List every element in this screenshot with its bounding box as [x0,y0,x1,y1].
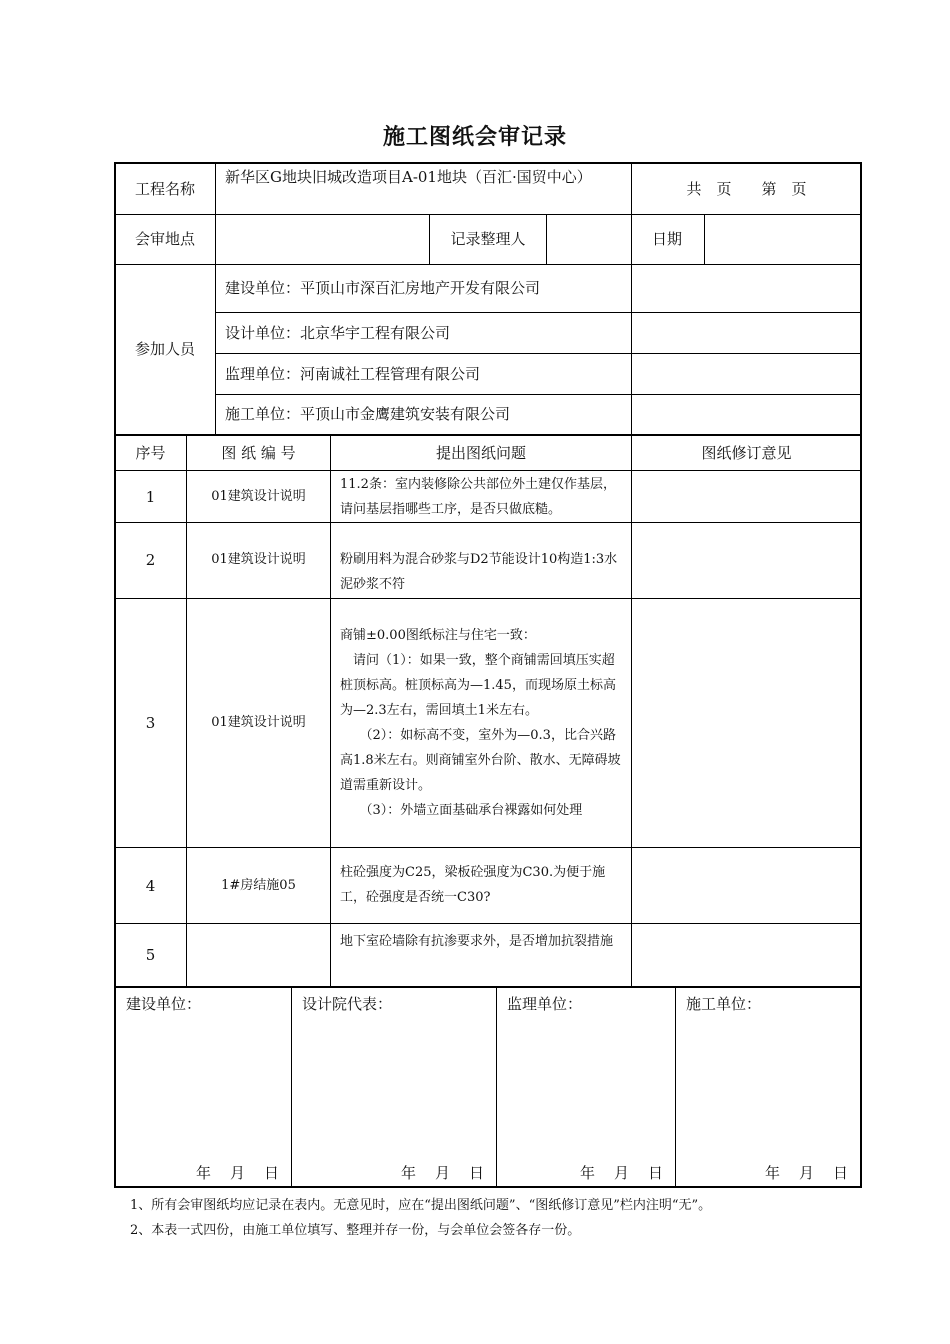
column-header-issue: 提出图纸问题 [435,444,526,462]
column-divider [215,163,216,435]
signature-date: 年 月 日 [195,1164,281,1182]
column-divider [546,214,547,265]
location-label: 会审地点 [134,230,195,248]
right-border [860,988,862,1188]
row-divider [115,264,861,265]
signature-label: 设计院代表： [302,995,393,1013]
row-number: 1 [145,488,156,506]
signature-label: 施工单位： [686,995,762,1013]
footnote: 2、本表一式四份，由施工单位填写、整理并存一份，与会单位会签各存一份。 [130,1223,581,1238]
signature-date: 年 月 日 [579,1164,665,1182]
issue-text: （2）：如标高不变，室外为—0.3，比合兴路高1.8米左右。则商铺室外台阶、散水、无障碍坡道需重新设计。 [340,728,621,793]
signature-label: 监理单位： [507,995,583,1013]
signature-contractor-unit [676,989,860,1187]
signature-supervision-unit [497,989,675,1187]
row-divider [215,312,861,313]
row-divider [115,847,861,848]
issue-text: 请问（1）：如果一致，整个商铺需回填压实超桩顶标高。桩顶标高为—1.45，而现场原土标高为—2.3左右，需回填土1米左右。 [340,653,616,718]
signature-design-representative [292,989,496,1187]
participant-contractor-unit: 施工单位：平顶山市金鹰建筑安装有限公司 [225,405,511,423]
date-label: 日期 [652,230,683,248]
row-divider [115,214,861,215]
signature-date: 年 月 日 [764,1164,850,1182]
column-divider [631,214,632,265]
signature-label: 建设单位： [126,995,202,1013]
row-divider [115,598,861,599]
footnote: 1、所有会审图纸均应记录在表内。无意见时，应在“提出图纸问题”、“图纸修订意见”栏内注明“无”。 [130,1198,712,1213]
drawing-number: 01建筑设计说明 [211,552,306,567]
row-divider [115,522,861,523]
page-title: 施工图纸会审记录 [382,124,567,150]
row-divider [115,923,861,924]
participants-label: 参加人员 [134,340,195,358]
row-number: 4 [145,877,156,895]
drawing-number: 01建筑设计说明 [211,489,306,504]
issue-text: （3）：外墙立面基础承台裸露如何处理 [340,803,583,818]
row-divider [115,986,861,988]
page-count: 共 页 第 页 [686,180,807,198]
row-divider [115,470,861,471]
column-divider [631,435,632,987]
participant-construction-unit: 建设单位：平顶山市深百汇房地产开发有限公司 [225,279,541,297]
row-number: 2 [145,551,156,569]
signature-construction-unit [116,989,291,1187]
row-divider [115,434,861,436]
participant-design-unit: 设计单位：北京华宇工程有限公司 [225,324,451,342]
issue-text: 11.2条：室内装修除公共部位外土建仅作基层，请问基层指哪些工序，是否只做底糙。 [340,477,616,517]
column-header-number: 序号 [135,444,166,462]
column-divider [186,435,187,987]
issue-text: 商铺±0.00图纸标注与住宅一致： [340,628,536,643]
project-name-label: 工程名称 [134,180,195,198]
signature-date: 年 月 日 [400,1164,486,1182]
drawing-number: 1#房结施05 [221,878,296,893]
row-divider [215,394,861,395]
issue-text: 粉刷用料为混合砂浆与D2节能设计10构造1:3水泥砂浆不符 [340,552,618,592]
drawing-number: 01建筑设计说明 [211,715,306,730]
row-number: 5 [145,946,156,964]
recorder-label: 记录整理人 [450,230,526,248]
row-divider [215,353,861,354]
participant-supervision-unit: 监理单位：河南诚社工程管理有限公司 [225,365,481,383]
column-divider [631,264,632,435]
project-name-value: 新华区G地块旧城改造项目A-01地块（百汇·国贸中心） [225,168,592,186]
column-divider [330,435,331,987]
issue-text: 地下室砼墙除有抗渗要求外，是否增加抗裂措施 [340,934,614,949]
issue-text: 柱砼强度为C25，梁板砼强度为C30.为便于施工，砼强度是否统一C30? [340,865,606,905]
row-number: 3 [145,714,156,732]
column-header-drawing: 图 纸 编 号 [221,444,296,462]
column-divider [704,214,705,265]
column-header-revision: 图纸修订意见 [701,444,792,462]
